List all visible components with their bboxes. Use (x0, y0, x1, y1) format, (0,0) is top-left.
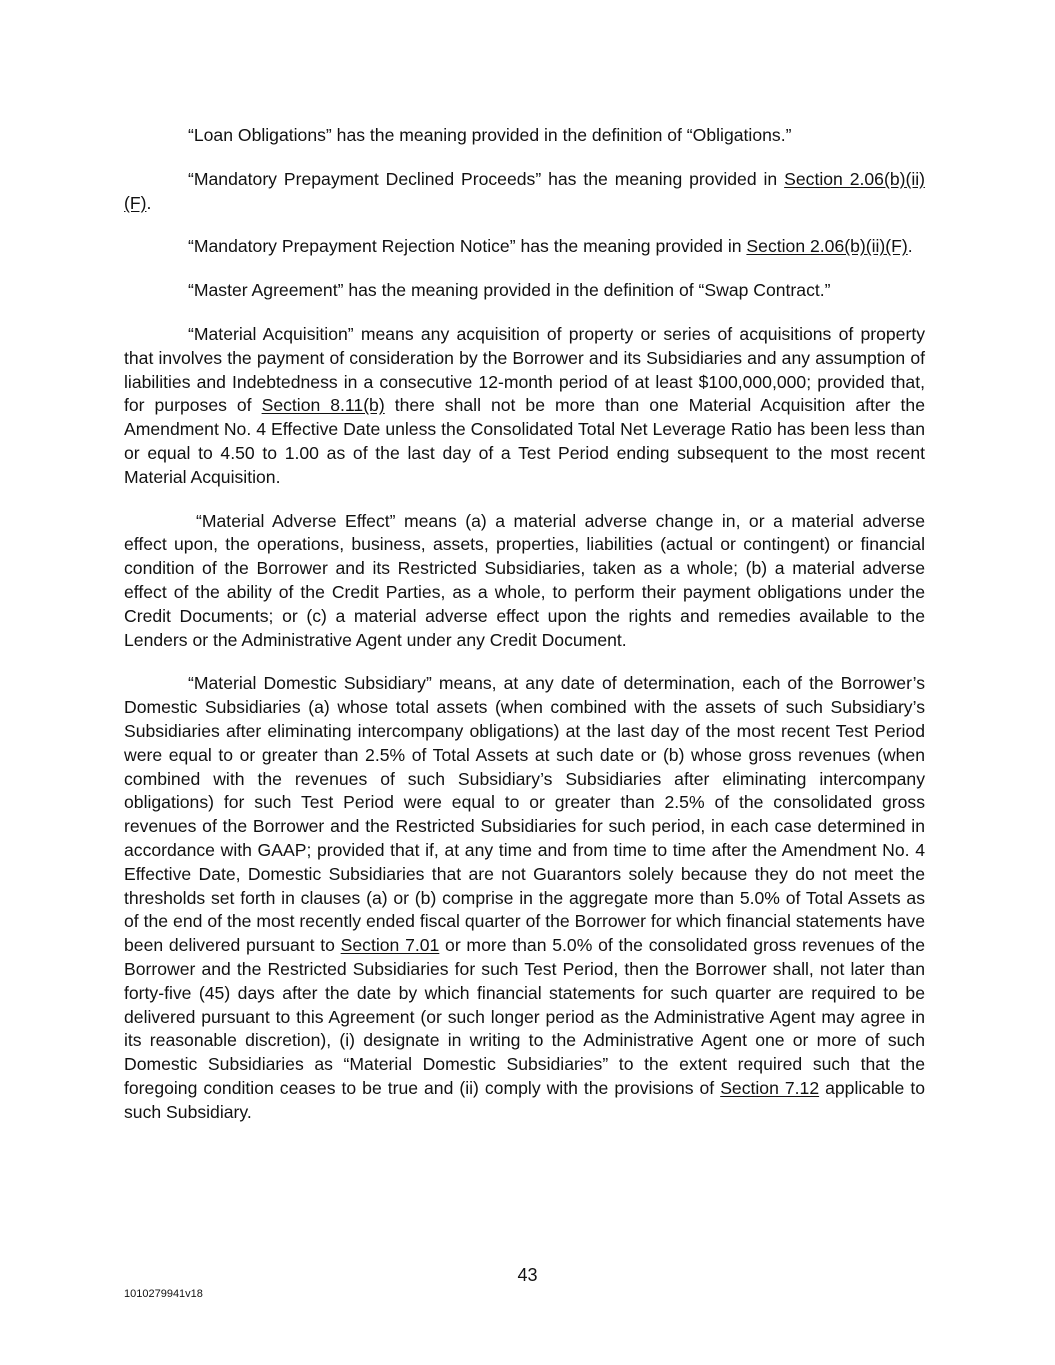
defined-term: “Master Agreement” (188, 280, 344, 301)
definition-tail-2: applicable to such Subsidiary. (124, 1077, 925, 1122)
defined-term: “Loan Obligations” (188, 125, 332, 145)
definition-master-agreement (124, 279, 925, 303)
definition-tail: or more than 5.0% of the consolidated gross revenues of the Borrower and the Restricted Subsidiaries for such Test Period, then the Borrower shall, not later than forty-five (45) days after the date by which financial statements for such quarter are required to be delivered pursuant to this Agreement (or such longer period as the Administrative Agent may agree in its reasonable discretion), (i) designate in writing to the Administrative Agent one or more of such Domestic Subsidiaries as “Material Domestic Subsidiaries” to the extent required such that the foregoing condition ceases to be true and (ii) comply with the provisions of (124, 935, 925, 1098)
defined-term: “Material Acquisition” (188, 323, 354, 344)
definition-material-acquisition (124, 323, 925, 490)
section-reference-2: Section 7.12 (720, 1077, 820, 1098)
section-reference: Section 8.11(b) (261, 395, 385, 416)
definition-material-domestic-subsidiary (124, 672, 925, 1124)
defined-term: “Material Adverse Effect” (196, 510, 396, 531)
definition-text: means any acquisition of property or series of acquisitions of property that involves the payment of consideration by the Borrower and its Subsidiaries and any assumption of liabilities and Indebtedness in a consecutive 12-month period of at least $100,000,000; provided that, for purposes of (124, 323, 926, 416)
definition-text: means, at any date of determination, each of the Borrower’s Domestic Subsidiaries (a) whose total assets (when combined with the assets of such Subsidiary’s Subsidiaries after eliminating intercompany obligations) at the last day of the most recent Test Period were equal to or greater than 2.5% of Total Assets at such date or (b) whose gross revenues (when combined with the revenues of such Subsidiary’s Subsidiaries after eliminating intercompany obligations) for such Test Period were equal to or greater than 2.5% of the consolidated gross revenues of the Borrower and the Restricted Subsidiaries for such period, in each case determined in accordance with GAAP; provided that if, at any time and from time to time after the Amendment No. 4 Effective Date, Domestic Subsidiaries that are not Guarantors solely because they do not meet the thresholds set forth in clauses (a) or (b) comprise in the aggregate more than 5.0% of Total Assets as of the end of the most recently ended fiscal quarter of the Borrower for which financial statements have been delivered pursuant to (124, 673, 925, 956)
definition-material-adverse-effect (124, 510, 925, 653)
definition-tail: . (146, 192, 152, 213)
document-body (124, 124, 925, 1144)
definition-text: has the meaning provided in (515, 236, 747, 257)
definition-text: means (a) a material adverse change in, or a material adverse effect upon, the operations, business, assets, properties, liabilities (actual or contingent) or financial condition of the Borrower and its Restricted Subsidiaries, taken as a whole; (b) a material adverse effect of the ability of the Credit Parties, as a whole, to perform their payment obligations under the Credit Documents; or (c) a material adverse effect upon the rights and remedies available to the Lenders or the Administrative Agent under any Credit Document. (124, 510, 925, 650)
definition-loan-obligations (124, 124, 925, 148)
definition-mandatory-prepayment-rejection-notice (124, 235, 925, 259)
definition-mandatory-prepayment-declined-proceeds (124, 168, 925, 216)
page-number: 43 (517, 1265, 538, 1285)
document-id: 1010279941v18 (124, 1288, 203, 1300)
definition-tail: . (907, 236, 913, 257)
defined-term: “Mandatory Prepayment Declined Proceeds” (188, 168, 542, 189)
definition-text: has the meaning provided in (541, 168, 785, 189)
section-reference: Section 2.06(b)(ii)(F) (746, 236, 908, 257)
defined-term: “Mandatory Prepayment Rejection Notice” (188, 236, 516, 257)
defined-term: “Material Domestic Subsidiary” (188, 673, 432, 694)
section-reference: Section 7.01 (340, 935, 440, 956)
definition-text: has the meaning provided in the definition of “Obligations.” (331, 125, 792, 145)
section-reference: Section 2.06(b)(ii)(F) (124, 168, 925, 213)
definition-text: has the meaning provided in the definition of “Swap Contract.” (343, 280, 831, 301)
definition-tail: there shall not be more than one Material Acquisition after the Amendment No. 4 Effective Date unless the Consolidated Total Net Leverage Ratio has been less than or equal to 4.50 to 1.00 as of the last day of a Test Period ending subsequent to the most recent Material Acquisition. (124, 395, 925, 487)
